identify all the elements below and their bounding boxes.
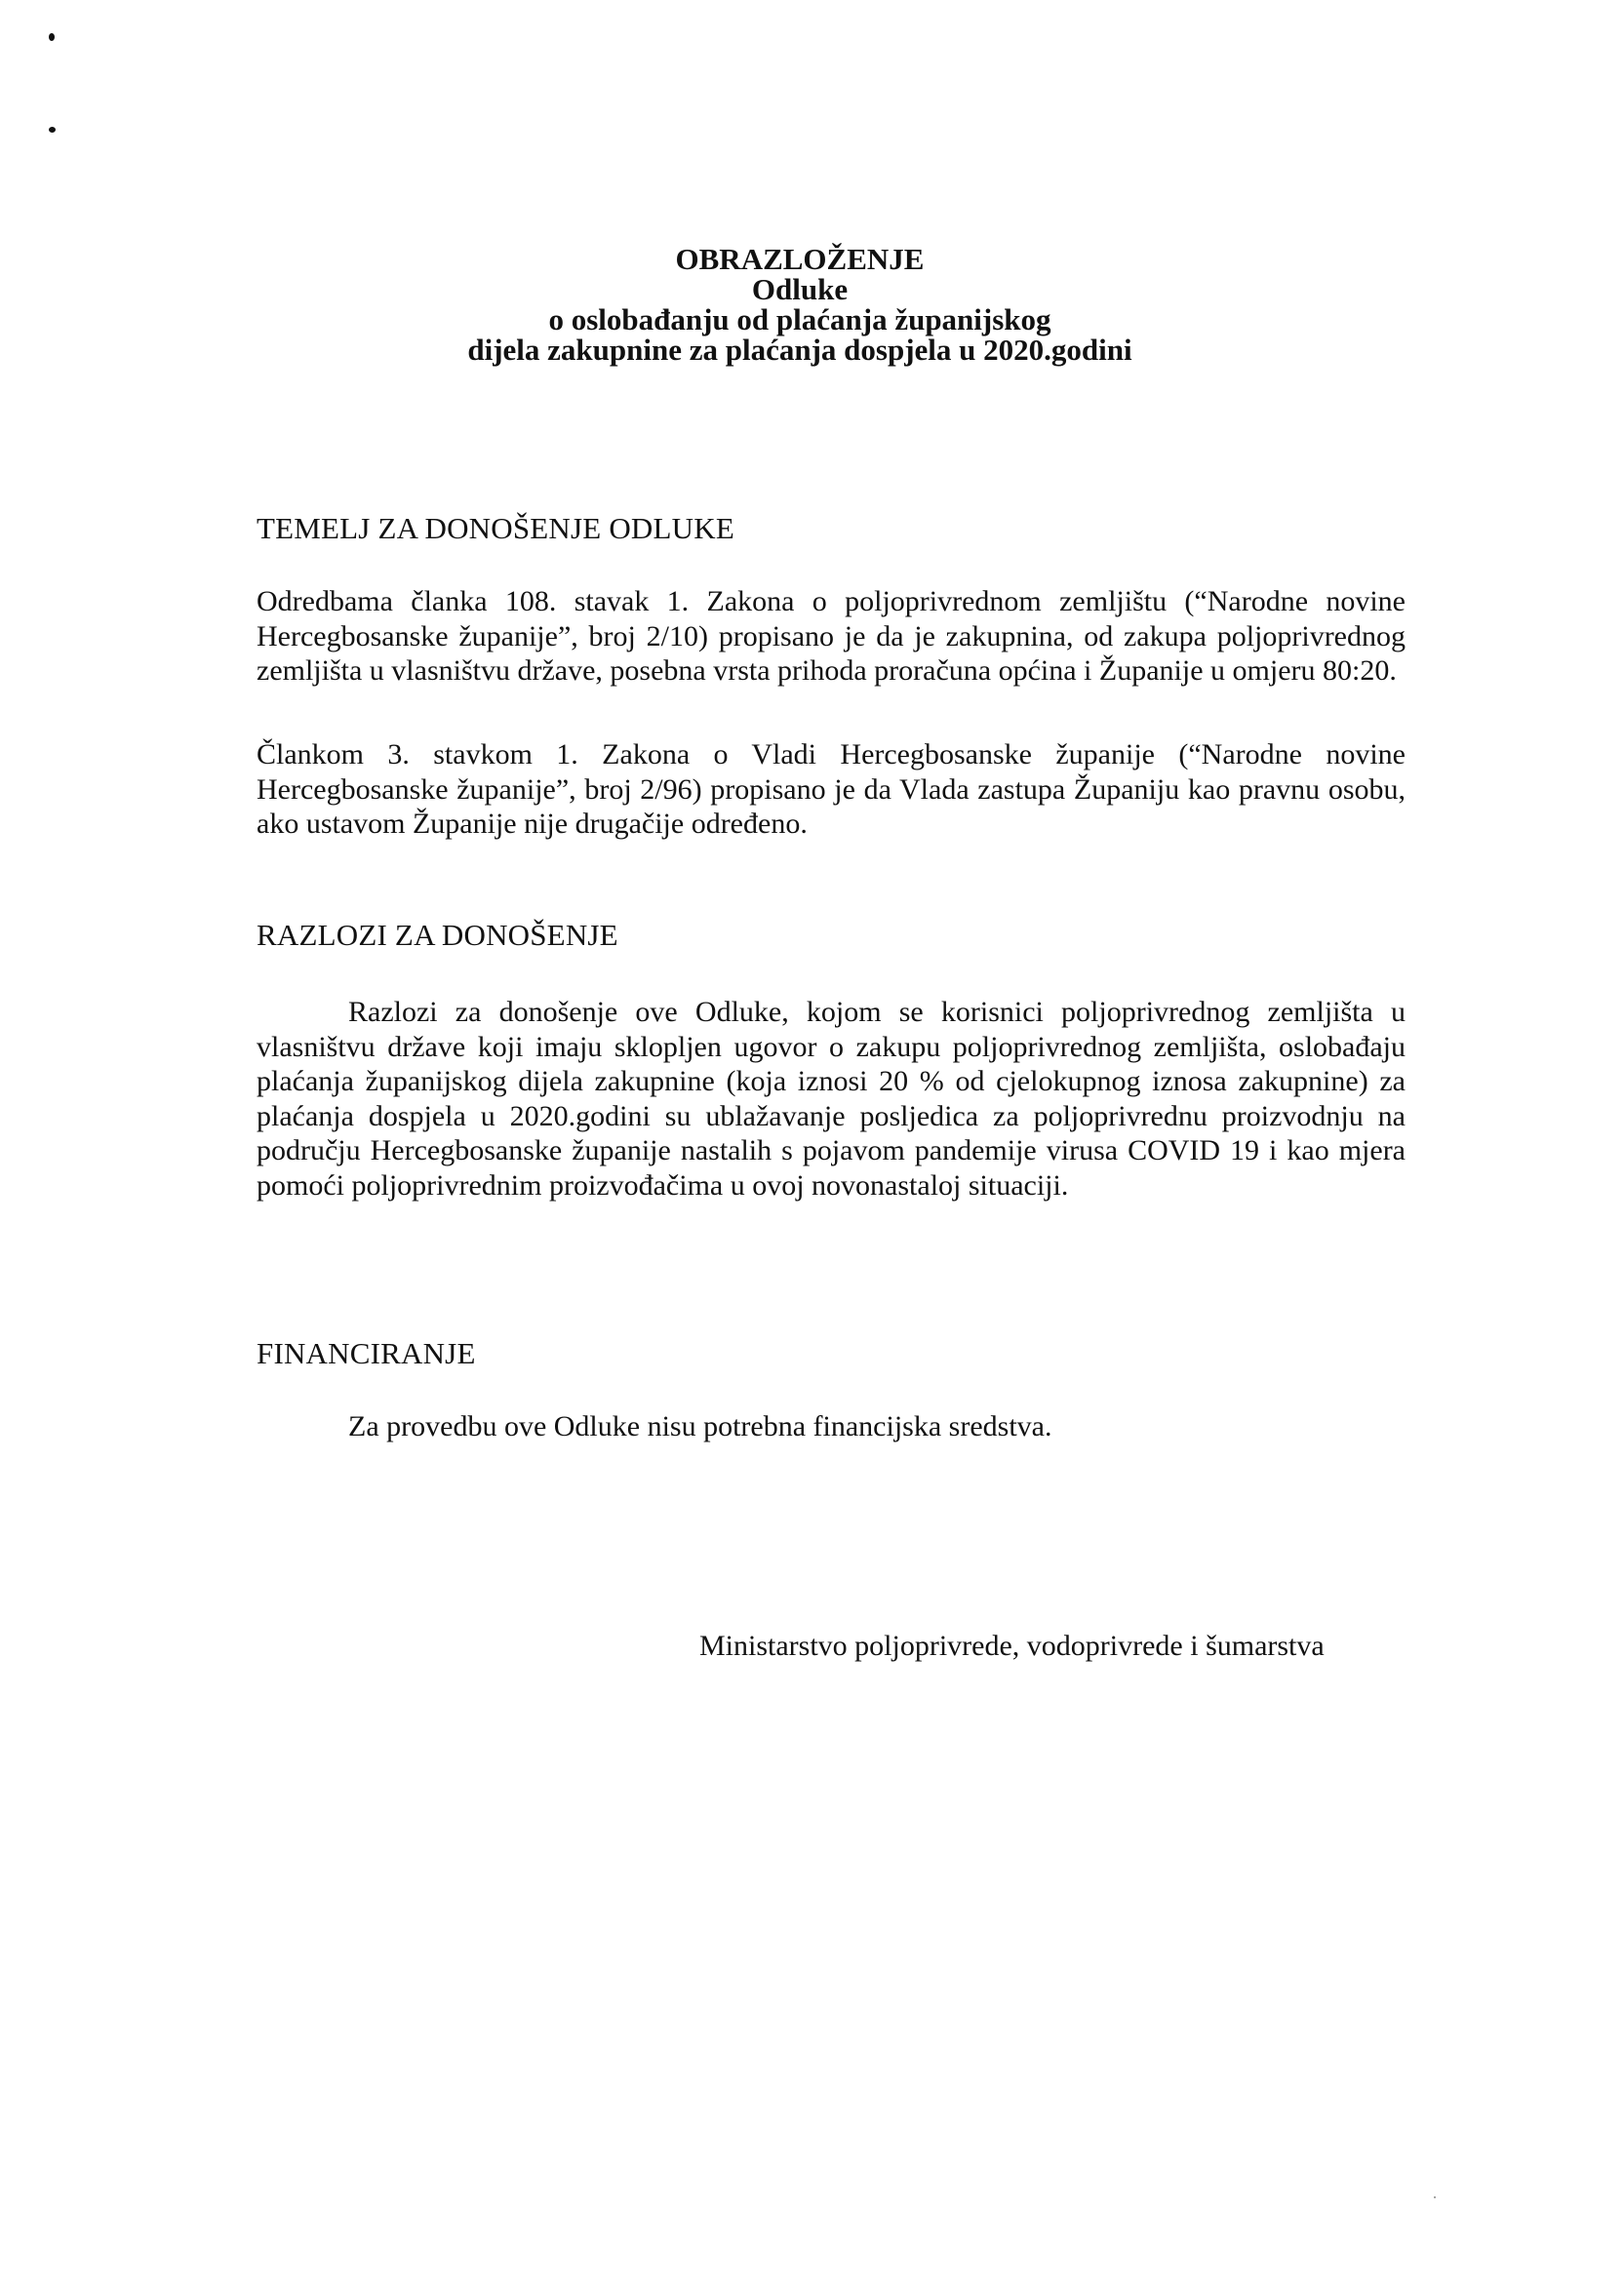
signature-ministry: Ministarstvo poljoprivrede, vodoprivrede i šumarstva bbox=[699, 1630, 1325, 1662]
title-line-3: o oslobađanju od plaćanja županijskog bbox=[548, 302, 1051, 336]
title-line-1: OBRAZLOŽENJE bbox=[675, 242, 925, 276]
section-heading-razlozi: RAZLOZI ZA DONOŠENJE bbox=[257, 918, 618, 952]
document-title bbox=[293, 244, 1307, 365]
section-heading-temelj: TEMELJ ZA DONOŠENJE ODLUKE bbox=[257, 511, 734, 545]
title-line-2: Odluke bbox=[751, 272, 849, 306]
scan-speck bbox=[49, 33, 55, 41]
scan-speck bbox=[49, 127, 56, 133]
title-line-4: dijela zakupnine za plaćanja dospjela u 2020.godini bbox=[467, 333, 1132, 367]
financiranje-paragraph: Za provedbu ove Odluke nisu potrebna financijska sredstva. bbox=[348, 1410, 1052, 1442]
section-heading-financiranje: FINANCIRANJE bbox=[257, 1336, 476, 1370]
razlozi-paragraph: Razlozi za donošenje ove Odluke, kojom se korisnici poljoprivrednog zemljišta u vlasništvu države koji imaju sklopljen ugovor o zakupu poljoprivrednog zemljišta, oslobađaju plaćanja županijskog dijela zakupnine (koja iznosi 20 % od cjelokupnog iznosa zakupnine) za plaćanja dospjela u 2020.godini su ublažavanje posljedica za poljoprivrednu proizvodnju na području Hercegbosanske županije nastalih s pojavom pandemije virusa COVID 19 i kao mjera pomoći poljoprivrednim proizvođačima u ovoj novonastaloj situaciji. bbox=[257, 996, 1406, 1202]
temelj-paragraph-1: Odredbama članka 108. stavak 1. Zakona o poljoprivrednom zemljištu (“Narodne novine Hercegbosanske županije”, broj 2/10) propisano je da je zakupnina, od zakupa poljoprivrednog zemljišta u vlasništvu države, posebna vrsta prihoda proračuna općina i Županije u omjeru 80:20. bbox=[257, 585, 1406, 687]
temelj-paragraph-2: Člankom 3. stavkom 1. Zakona o Vladi Hercegbosanske županije (“Narodne novine Hercegbosanske županije”, broj 2/96) propisano je da Vlada zastupa Županiju kao pravnu osobu, ako ustavom Županije nije drugačije određeno. bbox=[257, 738, 1406, 840]
scan-speck bbox=[1434, 2196, 1436, 2198]
